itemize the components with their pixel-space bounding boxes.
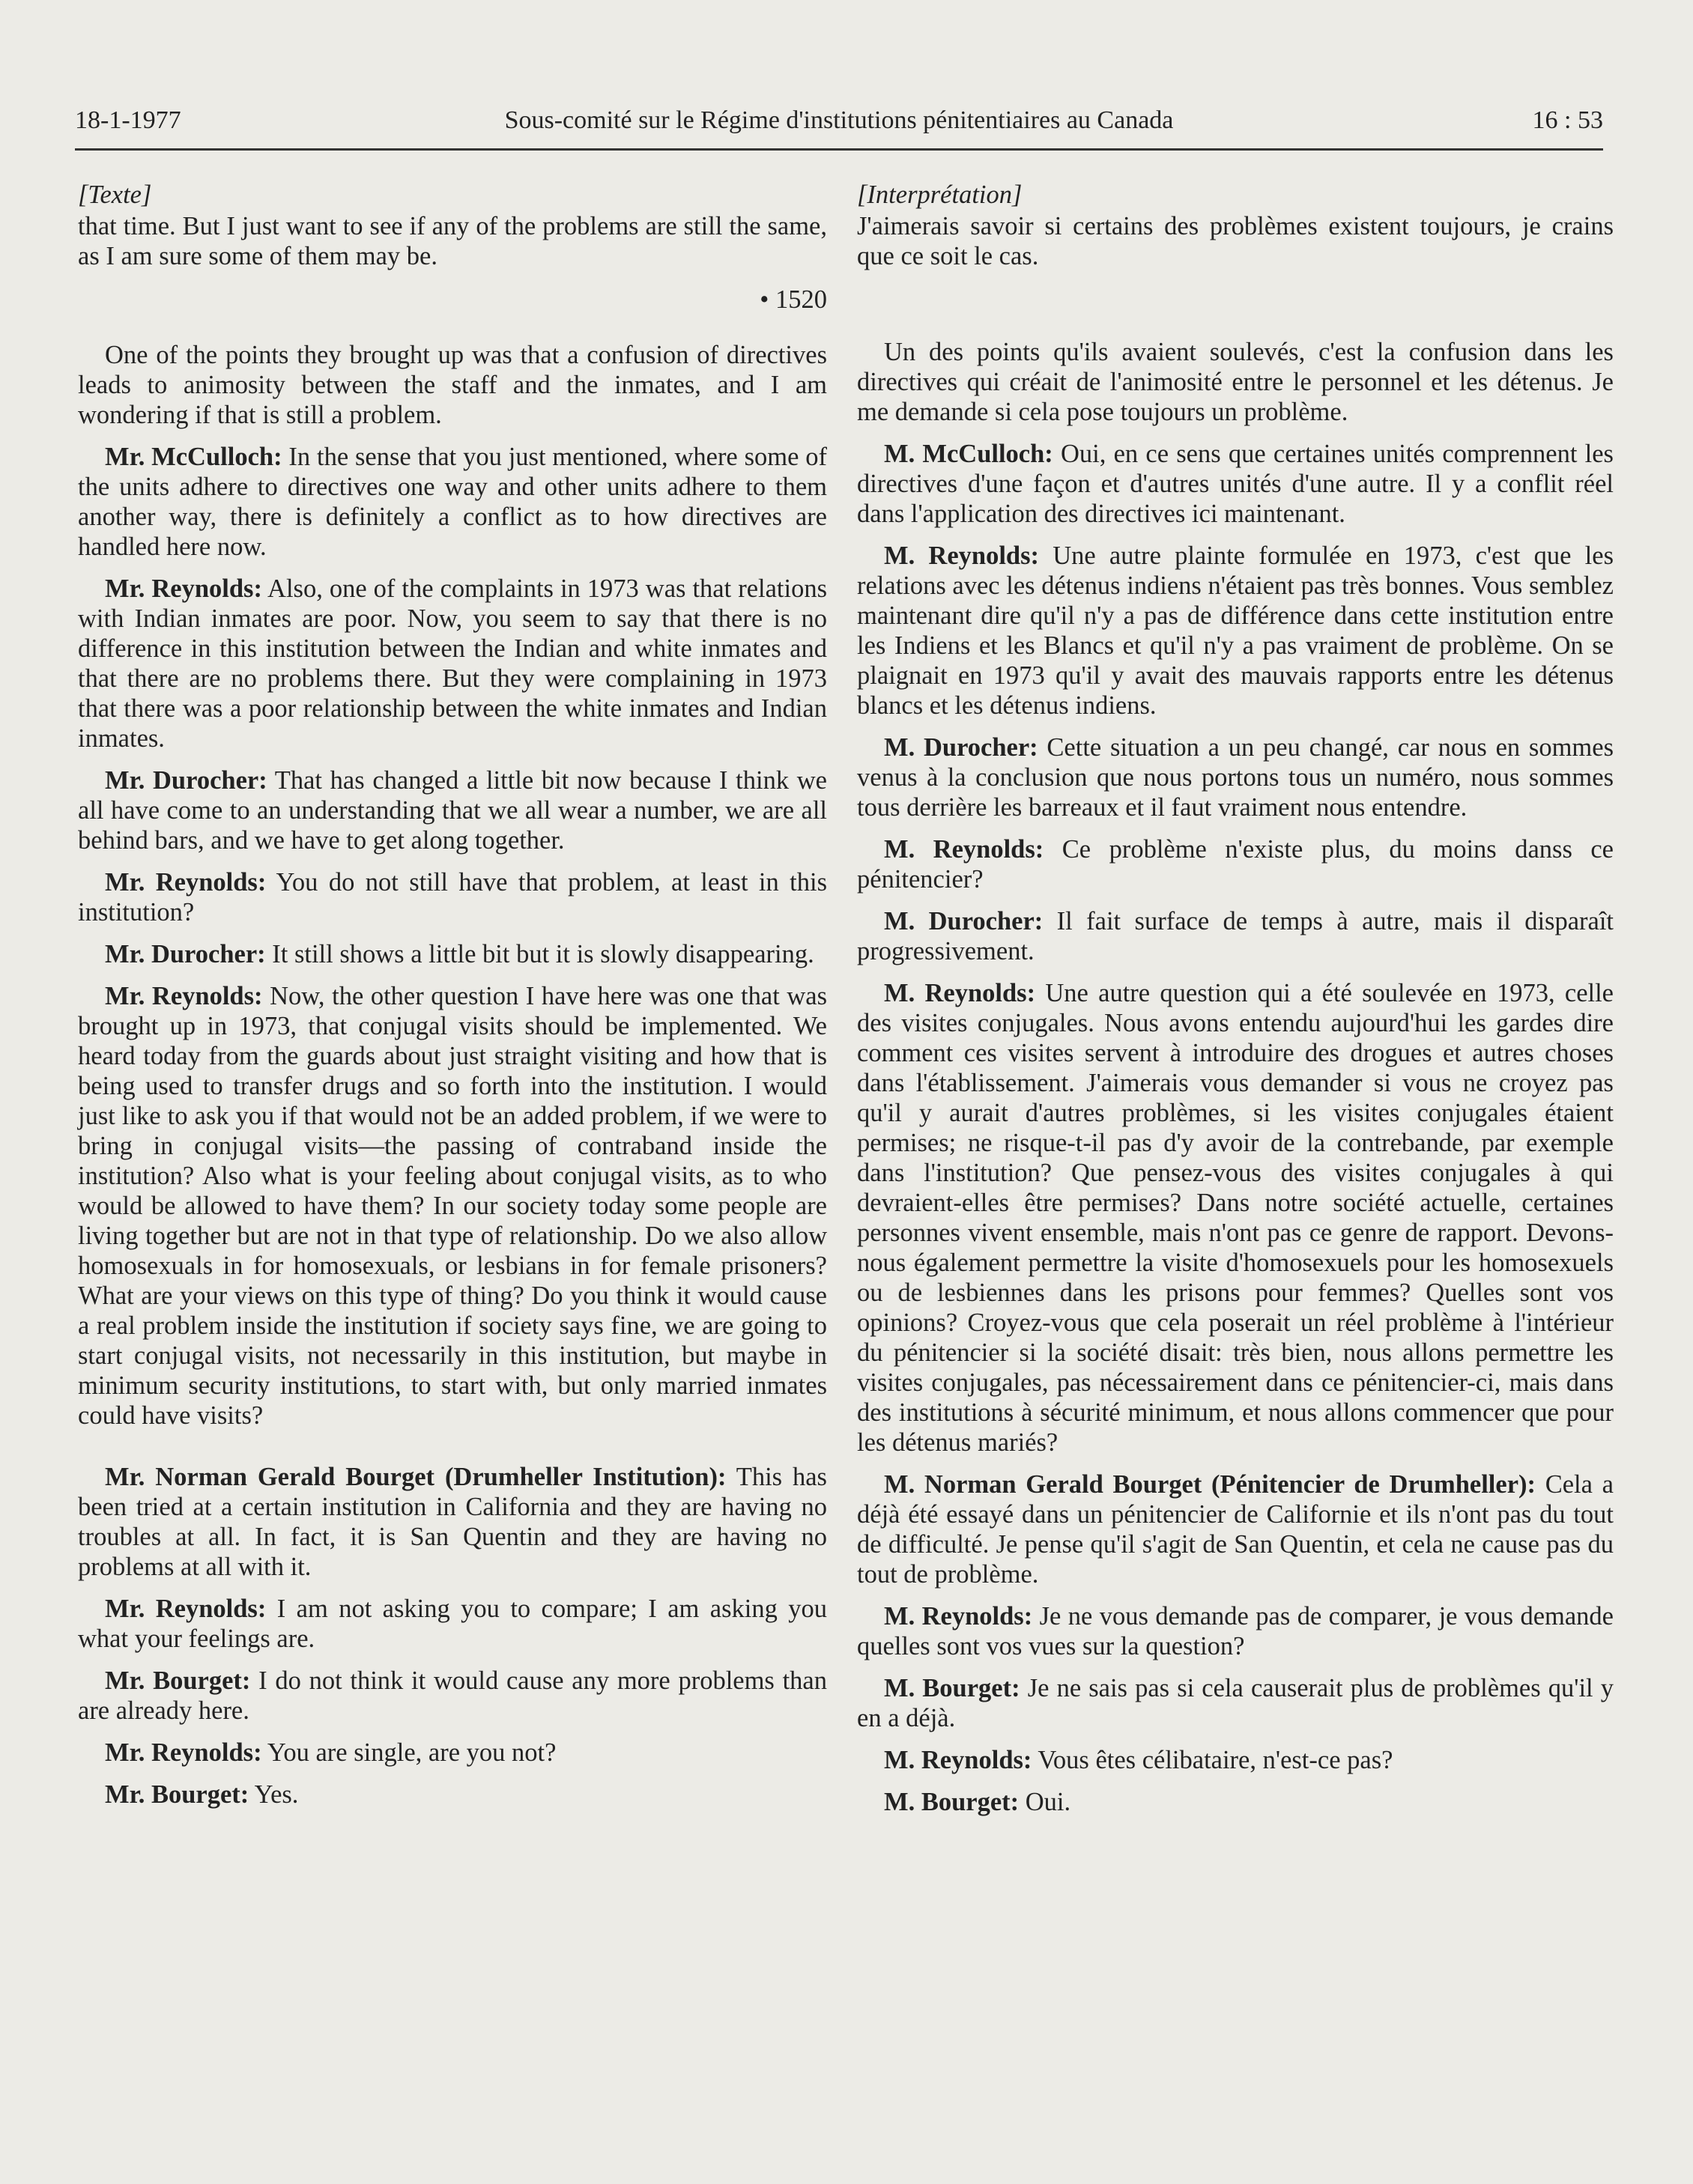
speaker-text: Je ne sais pas si cela causerait plus de problèmes qu'il y en a déjà. [857,1674,1614,1732]
speaker-name: M. Reynolds: [884,1746,1032,1774]
speaker-blocks [78,1462,827,1810]
speaker-name: Mr. Durocher: [105,940,266,968]
speaker-text: Yes. [249,1780,299,1809]
speaker-name: M. Reynolds: [884,542,1040,570]
speaker-text: Now, the other question I have here was one that was brought up in 1973, that conjugal visits should be implemented. We heard today from the guards about just straight visiting and how that is being used to transfer drugs and so forth into the institution. I would just like to ask you if that would not be an added problem, if we were to bring in conjugal visits—the passing of contraband inside the institution? Also what is your feeling about conjugal visits, as to who would be allowed to have them? In our society today some people are living together but are not in that type of relationship. Do we also allow homosexuals in for homosexuals, or lesbians in for female prisoners? What are your views on this type of thing? Do you think it would cause a real problem inside the institution if society says fine, we are going to start conjugal visits, not necessarily in this institution, but maybe in minimum security institutions, to start with, but only married inmates could have visits? [78,982,827,1430]
speaker-text: Il fait surface de temps à autre, mais il disparaît progressivement. [857,907,1614,965]
speaker-text: That has changed a little bit now because I think we all have come to an understanding that we all wear a number, we are all behind bars, and we have to get along together. [78,766,827,855]
speaker-name: Mr. Bourget: [105,1780,249,1809]
speaker-name: Mr. McCulloch: [105,443,282,471]
paragraph: Un des points qu'ils avaient soulevés, c'est la confusion dans les directives qui créait de l'animosité entre le personnel et les détenus. Je me demande si cela pose toujours un problème. [857,338,1614,426]
speaker-name: Mr. Reynolds: [105,574,262,603]
speaker-text: Une autre plainte formulée en 1973, c'est que les relations avec les détenus indiens n'étaient pas très bonnes. Vous semblez maintenant dire qu'il n'y a pas de différence dans cette institution entre les Indiens et les Blancs et qu'il n'y a pas vraiment de problème. On se plaignait en 1973 qu'il y avait des mauvais rapports entre les détenus blancs et les détenus indiens. [857,542,1614,720]
speaker-name: Mr. Durocher: [105,766,267,795]
speaker-paragraph [857,1673,1614,1733]
speaker-paragraph [78,765,827,855]
speaker-name: M. Reynolds: [884,1602,1033,1631]
speaker-text: This has been tried at a certain institution in California and they are having no troubles at all. In fact, it is San Quentin and they are having no problems at all with it. [78,1463,827,1581]
speaker-text: Oui, en ce sens que certaines unités comprennent les directives d'une façon et d'autres unités d'une autre. Il y a conflit réel dans l'application des directives ici maintenant. [857,440,1614,528]
speaker-paragraph [857,541,1614,721]
speaker-name: Mr. Reynolds: [105,868,267,897]
speaker-paragraph [78,1462,827,1582]
speaker-text: You are single, are you not? [261,1738,557,1767]
speaker-name: M. Durocher: [884,907,1044,935]
speaker-paragraph [857,978,1614,1457]
paragraph: J'aimerais savoir si certains des problèmes existent toujours, je crains que ce soit le cas. [857,212,1614,270]
speaker-name: M. Reynolds: [884,835,1044,864]
speaker-paragraph [857,1745,1614,1775]
header-title: Sous-comité sur le Régime d'institutions pénitentiaires au Canada [504,106,1174,134]
french-column [857,180,1614,1829]
speaker-paragraph [857,439,1614,529]
speaker-text: Also, one of the complaints in 1973 was that relations with Indian inmates are poor. Now, you seem to say that there is no difference in this institution between the Indian and white inmates and that there are no problems there. But they were complaining in 1973 that there was a poor relationship between the white inmates and Indian inmates. [78,574,828,753]
speaker-paragraph [78,1666,827,1726]
section-label: [Interprétation] [857,181,1023,209]
speaker-text: Une autre question qui a été soulevée en 1973, celle des visites conjugales. Nous avons entendu aujourd'hui les gardes dire comment ces visites servent à introduire des drogues et autres choses dans l'établissement. J'aimerais vous demander si vous ne croyez pas qu'il y aurait d'autres problèmes, si les visites conjugales étaient permises; ne risque-t-il pas d'y avoir de la contrebande, par exemple dans l'institution? Que pensez-vous des visites conjugales à qui devraient-elles être permises? Dans notre société actuelle, certaines personnes vivent ensemble, mais n'ont pas ce genre de rapport. Devons-nous également permettre la visite d'homosexuels pour les homosexuels ou de lesbiennes dans les prisons pour femmes? Quelles sont vos opinions? Croyez-vous que cela poserait un réel problème à l'intérieur du pénitencier si la société disait: très bien, nous allons permettre les visites conjugales, pas nécessairement dans ce pénitencier-ci, mais dans des institutions à sécurité minimum, et nous allons commencer que pour les détenus mariés? [857,979,1614,1457]
paragraph: One of the points they brought up was that a confusion of directives leads to animosity between the staff and the inmates, and I am wondering if that is still a problem. [78,341,827,429]
speaker-name: Mr. Norman Gerald Bourget (Drumheller Institution): [105,1463,727,1491]
speaker-paragraph [857,1787,1614,1817]
speaker-text: Cette situation a un peu changé, car nous en sommes venus à la conclusion que nous portons tous un numéro, nous sommes tous derrière les barreaux et il faut vraiment nous entendre. [857,733,1614,822]
speaker-text: Oui. [1019,1788,1071,1816]
speaker-paragraph [78,939,827,969]
speaker-name: M. Bourget: [884,1674,1020,1702]
english-column [78,180,827,1821]
speaker-name: Mr. Reynolds: [105,1738,262,1767]
header-page-number: 16 : 53 [1532,106,1603,134]
speaker-paragraph [78,1738,827,1768]
speaker-blocks [857,439,1614,1817]
speaker-blocks [78,442,827,1431]
speaker-paragraph [78,1594,827,1654]
speaker-paragraph [857,906,1614,966]
speaker-text: Ce problème n'existe plus, du moins danss ce pénitencier? [857,835,1614,894]
speaker-text: Je ne vous demande pas de comparer, je vous demande quelles sont vos vues sur la question? [857,1602,1614,1660]
speaker-name: M. Reynolds: [884,979,1036,1007]
speaker-text: I am not asking you to compare; I am asking you what your feelings are. [78,1595,827,1653]
speaker-name: M. Norman Gerald Bourget (Pénitencier de Drumheller): [884,1470,1536,1499]
speaker-name: Mr. Bourget: [105,1666,251,1695]
speaker-name: Mr. Reynolds: [105,982,263,1010]
speaker-paragraph [857,1469,1614,1589]
speaker-name: M. Durocher: [884,733,1038,762]
speaker-text: Cela a déjà été essayé dans un pénitencier de Californie et ils n'ont pas du tout de difficulté. Je pense qu'il s'agit de San Quentin, et cela ne cause pas du tout de problème. [857,1470,1614,1589]
speaker-text: I do not think it would cause any more problems than are already here. [78,1666,827,1725]
speaker-name: M. McCulloch: [884,440,1053,468]
speaker-paragraph [78,981,827,1431]
section-label: [Texte] [78,181,152,209]
paragraph: that time. But I just want to see if any of the problems are still the same, as I am sure some of them may be. [78,212,827,270]
speaker-name: M. Bourget: [884,1788,1020,1816]
speaker-paragraph [78,574,827,753]
speaker-paragraph [857,834,1614,894]
speaker-paragraph [78,867,827,927]
speaker-paragraph [857,1601,1614,1661]
page-header [75,103,1603,151]
speaker-text: You do not still have that problem, at least in this institution? [78,868,828,926]
speaker-paragraph [78,1780,827,1810]
speaker-paragraph [78,442,827,562]
speaker-text: In the sense that you just mentioned, where some of the units adhere to directives one way and other units adhere to them another way, there is definitely a conflict as to how directives are handled here now. [78,443,827,561]
header-date: 18-1-1977 [75,106,181,134]
time-marker: • 1520 [760,285,827,314]
speaker-text: Vous êtes célibataire, n'est-ce pas? [1032,1746,1393,1774]
speaker-paragraph [857,732,1614,822]
speaker-text: It still shows a little bit but it is slowly disappearing. [265,940,814,968]
speaker-name: Mr. Reynolds: [105,1595,267,1623]
